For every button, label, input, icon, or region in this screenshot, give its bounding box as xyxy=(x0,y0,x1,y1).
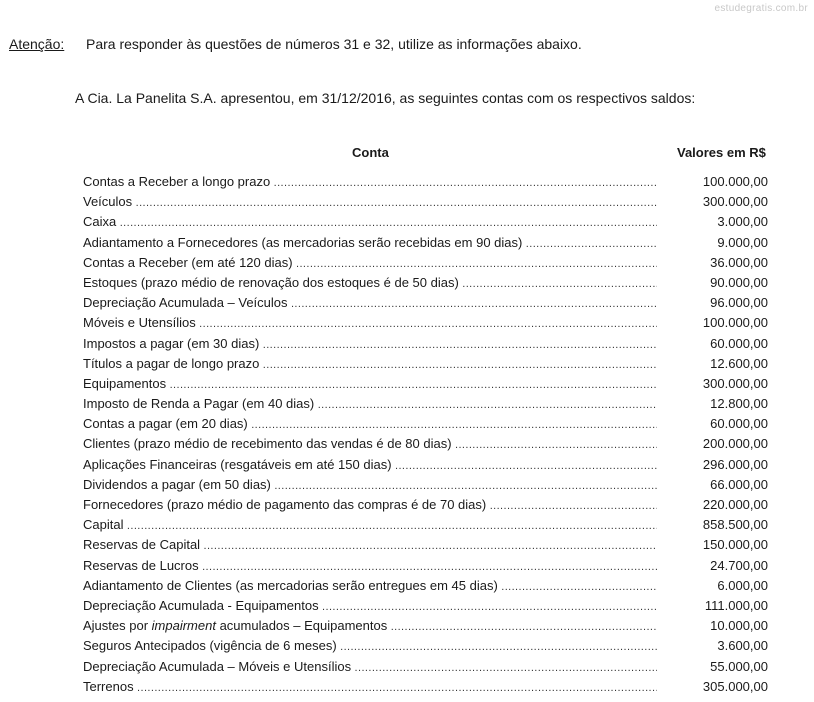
account-label: Contas a Receber (em até 120 dias) xyxy=(83,254,293,270)
account-value: 10.000,00 xyxy=(710,618,768,634)
account-value: 6.000,00 xyxy=(717,577,768,593)
table-row xyxy=(83,273,771,293)
account-label: Clientes (prazo médio de recebimento das vendas é de 80 dias) xyxy=(83,436,452,452)
account-label-suffix: acumulados – Equipamentos xyxy=(215,618,388,634)
attention-line xyxy=(9,36,582,52)
account-value: 858.500,00 xyxy=(702,517,768,533)
table-row xyxy=(83,233,771,253)
table-row xyxy=(83,677,771,697)
account-label: Capital xyxy=(83,517,124,533)
account-value: 60.000,00 xyxy=(710,416,768,432)
account-value: 12.800,00 xyxy=(710,396,768,412)
account-label: Caixa xyxy=(83,214,117,230)
account-value: 66.000,00 xyxy=(710,476,768,492)
table-row xyxy=(83,596,771,616)
table-row xyxy=(83,414,771,434)
account-value: 220.000,00 xyxy=(702,497,768,512)
table-row xyxy=(83,313,771,333)
attention-label: Atenção: xyxy=(9,36,65,52)
account-label-prefix: Ajustes por xyxy=(83,618,152,634)
account-label: Fornecedores (prazo médio de pagamento das compras é de 70 dias) xyxy=(83,497,487,512)
account-label: Impostos a pagar (em 30 dias) xyxy=(83,335,260,351)
table-row xyxy=(83,475,771,495)
table-row xyxy=(83,394,771,414)
account-value: 9.000,00 xyxy=(717,234,768,250)
account-value: 296.000,00 xyxy=(702,456,768,472)
account-value: 100.000,00 xyxy=(702,174,768,189)
column-header-account: Conta xyxy=(352,145,389,160)
account-label-italic: impairment xyxy=(151,618,216,634)
account-value: 111.000,00 xyxy=(704,597,768,613)
account-value: 60.000,00 xyxy=(710,335,768,351)
account-label: Equipamentos xyxy=(83,375,167,391)
account-label: Títulos a pagar de longo prazo xyxy=(83,355,260,371)
account-label: Aplicações Financeiras (resgatáveis em até 150 dias) xyxy=(83,456,392,472)
account-value: 150.000,00 xyxy=(702,537,768,553)
table-row xyxy=(83,495,771,515)
account-label: Reservas de Capital xyxy=(83,537,201,553)
table-row xyxy=(83,434,771,454)
intro-text: A Cia. La Panelita S.A. apresentou, em 31/12/2016, as seguintes contas com os respectivos saldos: xyxy=(75,90,696,106)
account-label: Reservas de Lucros xyxy=(83,557,199,573)
account-value: 3.600,00 xyxy=(717,638,768,654)
account-value: 12.600,00 xyxy=(710,355,768,371)
account-label: Imposto de Renda a Pagar (em 40 dias) xyxy=(83,396,315,412)
account-label: Móveis e Utensílios xyxy=(83,315,196,331)
account-value: 96.000,00 xyxy=(710,295,768,311)
account-label: Seguros Antecipados (vigência de 6 meses) xyxy=(83,638,337,654)
account-label: Estoques (prazo médio de renovação dos estoques é de 50 dias) xyxy=(83,274,459,290)
table-row xyxy=(83,293,771,313)
account-label: Adiantamento de Clientes (as mercadorias serão entregues em 45 dias) xyxy=(83,577,498,593)
table-row xyxy=(83,556,771,576)
account-value: 300.000,00 xyxy=(702,194,768,210)
account-value: 300.000,00 xyxy=(702,375,768,391)
table-row xyxy=(83,374,771,394)
table-row xyxy=(83,616,771,636)
account-label: Depreciação Acumulada – Veículos xyxy=(83,295,288,311)
table-row xyxy=(83,212,771,232)
table-row xyxy=(83,535,771,555)
table-row xyxy=(83,515,771,535)
account-value: 24.700,00 xyxy=(710,557,768,573)
account-label: Terrenos xyxy=(83,678,134,694)
account-label: Contas a Receber a longo prazo xyxy=(83,174,271,189)
account-value: 90.000,00 xyxy=(710,274,768,290)
account-value: 100.000,00 xyxy=(702,315,768,331)
table-row xyxy=(83,354,771,374)
account-value: 36.000,00 xyxy=(710,254,768,270)
account-value: 305.000,00 xyxy=(702,678,768,694)
account-label: Veículos xyxy=(83,194,133,210)
table-row xyxy=(83,636,771,656)
table-row xyxy=(83,455,771,475)
table-row xyxy=(83,576,771,596)
account-label xyxy=(83,618,387,633)
table-row xyxy=(83,253,771,273)
table-row xyxy=(83,172,771,192)
account-label: Contas a pagar (em 20 dias) xyxy=(83,416,248,432)
accounts-table xyxy=(83,172,771,697)
account-label: Depreciação Acumulada - Equipamentos xyxy=(83,597,319,613)
account-value: 3.000,00 xyxy=(717,214,768,230)
account-label: Adiantamento a Fornecedores (as mercadorias serão recebidas em 90 dias) xyxy=(83,234,523,250)
table-row xyxy=(83,192,771,212)
account-value: 55.000,00 xyxy=(710,658,768,674)
column-header-value: Valores em R$ xyxy=(677,145,766,160)
attention-text: Para responder às questões de números 31 e 32, utilize as informações abaixo. xyxy=(86,36,582,52)
watermark: estudegratis.com.br xyxy=(714,3,808,14)
table-row xyxy=(83,657,771,677)
account-label: Dividendos a pagar (em 50 dias) xyxy=(83,476,271,492)
account-label: Depreciação Acumulada – Móveis e Utensílios xyxy=(83,658,352,674)
account-value: 200.000,00 xyxy=(702,436,768,452)
table-row xyxy=(83,334,771,354)
